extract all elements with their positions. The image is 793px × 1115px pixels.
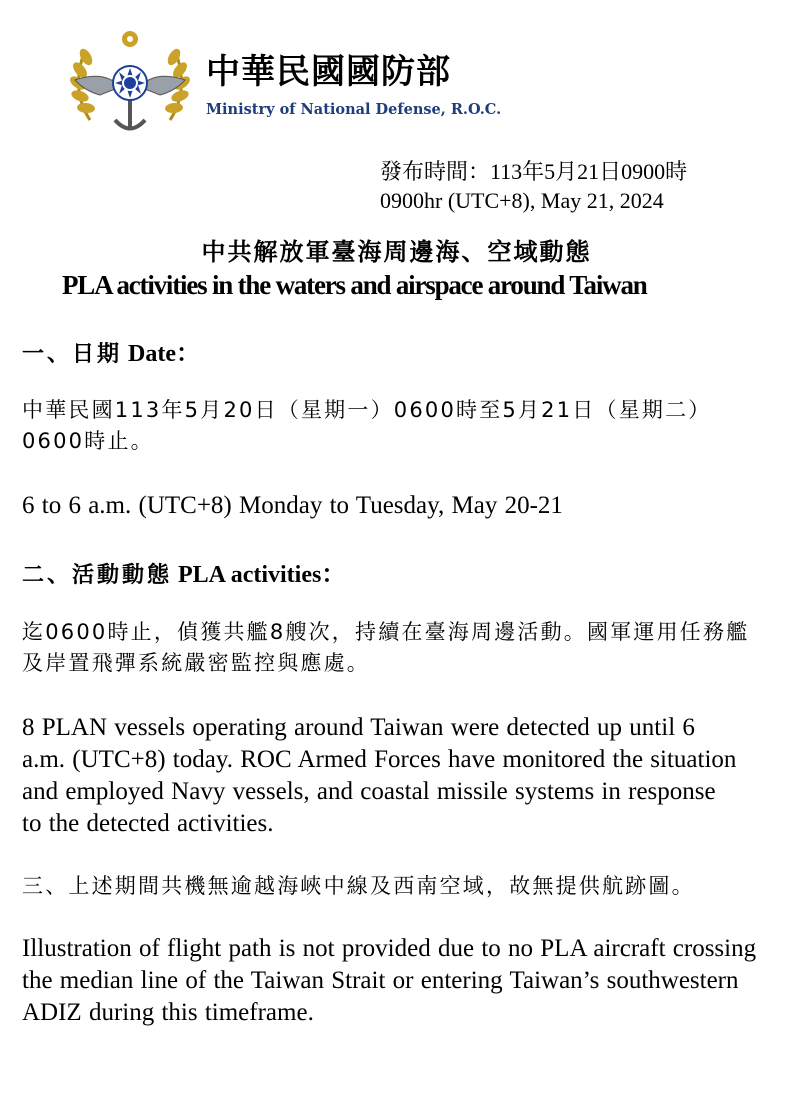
ministry-emblem-logo: [60, 25, 200, 145]
ministry-name-english: Ministry of National Defense, R.O.C.: [206, 101, 502, 118]
activities-paragraph-english: 8 PLAN vessels operating around Taiwan were detected up until 6 a.m. (UTC+8) today. ROC Armed Forces have monitored the situation and employed Navy vessels, and coastal missile systems in response to the detected activities.: [22, 714, 737, 837]
document-title-english: PLA activities in the waters and airspace around Taiwan: [62, 270, 647, 300]
section-heading-activities: [22, 554, 345, 589]
date-paragraph-chinese: 中華民國113年5月20日（星期一）0600時至5月21日（星期二）0600時止。: [22, 398, 712, 453]
publish-time-chinese: 發布時間：113年5月21日0900時: [380, 159, 688, 184]
date-paragraph-english: 6 to 6 a.m. (UTC+8) Monday to Tuesday, May 20-21: [22, 492, 563, 519]
flight-path-paragraph-english: Illustration of flight path is not provided due to no PLA aircraft crossing the median line of the Taiwan Strait or entering Taiwan’s southwestern ADIZ during this timeframe.: [22, 935, 757, 1026]
section-heading-date-cn: 一、日期: [22, 342, 123, 367]
flight-path-paragraph-chinese: 三、上述期間共機無逾越海峽中線及西南空域，故無提供航跡圖。: [22, 874, 695, 898]
section-heading-date-en: Date：: [122, 341, 200, 367]
ministry-name-chinese: 中華民國國防部: [206, 52, 451, 92]
document-title-chinese: 中共解放軍臺海周邊海、空域動態: [201, 238, 592, 266]
activities-paragraph-chinese: 迄0600時止，偵獲共艦8艘次，持續在臺海周邊活動。國軍運用任務艦及岸置飛彈系統嚴密監控與應處。: [22, 620, 750, 675]
section-heading-activities-cn: 二、活動動態: [22, 563, 173, 588]
section-heading-date: [22, 333, 200, 368]
publish-time-english: 0900hr (UTC+8), May 21, 2024: [380, 188, 664, 213]
section-heading-activities-en: PLA activities：: [172, 562, 346, 588]
